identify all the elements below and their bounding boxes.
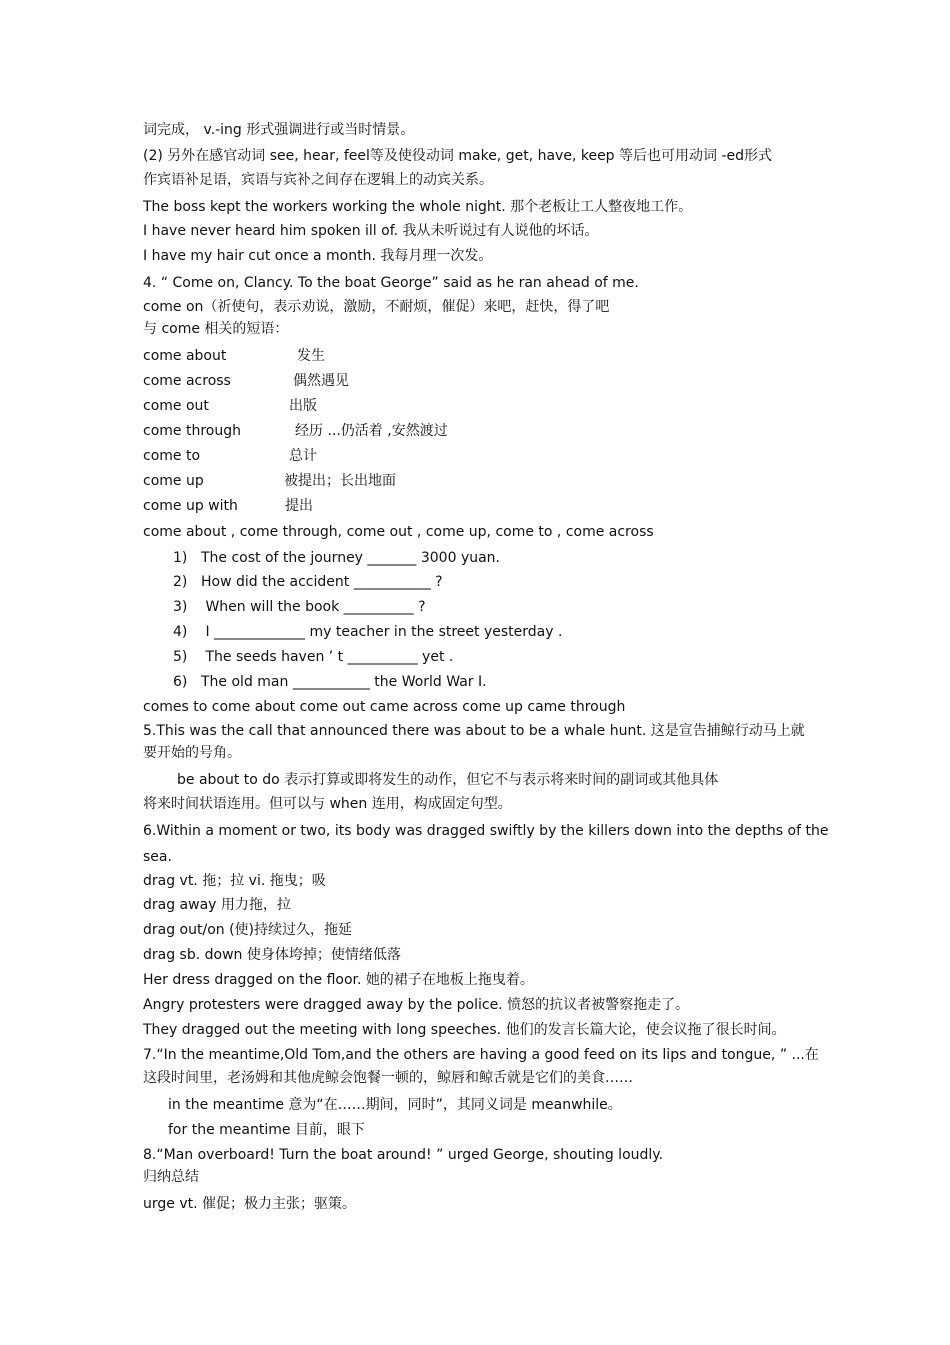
exercise-text: The old man ___________ the World War I. (201, 674, 487, 690)
phrase-item (143, 347, 325, 365)
exercise-text: When will the book __________ ? (201, 599, 426, 615)
text-line: drag out/on (使)持续过久，拖延 (143, 922, 353, 938)
text-line: in the meantime 意为“在……期间，同时”，其同义词是 meanwhile。 (168, 1097, 622, 1113)
exercise-item (173, 648, 453, 666)
text-line: 将来时间状语连用。但可以与 when 连用，构成固定句型。 (143, 796, 512, 812)
exercise-item (173, 598, 426, 616)
text-line: be about to do 表示打算或即将发生的动作，但它不与表示将来时间的副词或其他具体 (177, 772, 719, 788)
text-line: 与 come 相关的短语： (143, 321, 289, 337)
phrase-item (143, 422, 448, 440)
phrase-en: come out (143, 398, 209, 414)
exercise-text: The cost of the journey _______ 3000 yuan. (201, 550, 501, 566)
phrase-en: come up (143, 473, 204, 489)
exercise-number: 3) (173, 599, 188, 615)
exercise-text: The seeds haven ’ t __________ yet . (201, 649, 454, 665)
text-line: 要开始的号角。 (143, 745, 241, 761)
phrase-item (143, 497, 313, 515)
example-sentence: I have my hair cut once a month. 我每月理一次发。 (143, 248, 493, 264)
phrase-zh: 出版 (289, 398, 317, 414)
exercise-text: How did the accident ___________ ? (201, 574, 443, 590)
text-line: 作宾语补足语，宾语与宾补之间存在逻辑上的动宾关系。 (143, 172, 493, 188)
phrase-zh: 发生 (297, 348, 325, 364)
example-sentence: I have never heard him spoken ill of. 我从未听说过有人说他的坏话。 (143, 223, 599, 239)
text-line: drag sb. down 使身体垮掉；使情绪低落 (143, 947, 401, 963)
section-heading: 6.Within a moment or two, its body was dragged swiftly by the killers down into the depths of the (143, 823, 829, 839)
exercise-item (173, 673, 487, 691)
phrase-en: come up with (143, 498, 238, 514)
exercise-number: 4) (173, 624, 188, 640)
text-line: urge vt. 催促；极力主张；驱策。 (143, 1196, 357, 1212)
exercise-number: 2) (173, 574, 188, 590)
exercise-number: 1) (173, 550, 188, 566)
section-heading: 5.This was the call that announced there was about to be a whale hunt. 这是宣告捕鲸行动马上就 (143, 723, 805, 739)
phrase-en: come about (143, 348, 227, 364)
phrase-item (143, 472, 396, 490)
exercise-item (173, 573, 443, 591)
phrase-en: come to (143, 448, 201, 464)
example-sentence: They dragged out the meeting with long speeches. 他们的发言长篇大论，使会议拖了很长时间。 (143, 1022, 786, 1038)
section-heading: 4. “ Come on, Clancy. To the boat George” said as he ran ahead of me. (143, 275, 639, 291)
phrase-zh: 被提出；长出地面 (284, 473, 396, 489)
phrase-en: come across (143, 373, 231, 389)
text-line: 这段时间里，老汤姆和其他虎鲸会饱餐一顿的，鲸唇和鲸舌就是它们的美食…… (143, 1070, 633, 1086)
section-heading: 7.“In the meantime,Old Tom,and the others are having a good feed on its lips and tongue, ” ...在 (143, 1047, 819, 1063)
text-line: 归纳总结 (143, 1169, 199, 1185)
exercise-text: I _____________ my teacher in the street yesterday . (201, 624, 563, 640)
phrase-item (143, 447, 317, 465)
phrase-options: come about , come through, come out , come up, come to , come across (143, 524, 654, 540)
section-heading: 8.“Man overboard! Turn the boat around! ” urged George, shouting loudly. (143, 1147, 664, 1163)
text-line: drag away 用力拖，拉 (143, 897, 291, 913)
phrase-zh: 提出 (285, 498, 313, 514)
exercise-number: 5) (173, 649, 188, 665)
text-line: 词完成， v.-ing 形式强调进行或当时情景。 (143, 122, 415, 138)
text-line: for the meantime 目前，眼下 (168, 1122, 365, 1138)
text-line: come on（祈使句，表示劝说，激励，不耐烦，催促）来吧，赶快，得了吧 (143, 299, 610, 315)
phrase-item (143, 372, 349, 390)
phrase-zh: 总计 (289, 448, 317, 464)
phrase-zh: 偶然遇见 (293, 373, 349, 389)
example-sentence: Angry protesters were dragged away by the police. 愤怒的抗议者被警察拖走了。 (143, 997, 690, 1013)
answer-key: comes to come about come out came across come up came through (143, 699, 626, 715)
phrase-item (143, 397, 317, 415)
text-line: sea. (143, 849, 172, 865)
exercise-item (173, 549, 500, 567)
example-sentence: Her dress dragged on the floor. 她的裙子在地板上拖曳着。 (143, 972, 534, 988)
exercise-item (173, 623, 562, 641)
text-line: drag vt. 拖；拉 vi. 拖曳；吸 (143, 873, 326, 889)
phrase-zh: 经历 ...仍活着 ,安然渡过 (295, 423, 448, 439)
exercise-number: 6) (173, 674, 188, 690)
phrase-en: come through (143, 423, 241, 439)
text-line: (2) 另外在感官动词 see, hear, feel等及使役动词 make, get, have, keep 等后也可用动词 -ed形式 (143, 148, 773, 164)
example-sentence: The boss kept the workers working the whole night. 那个老板让工人整夜地工作。 (143, 199, 693, 215)
